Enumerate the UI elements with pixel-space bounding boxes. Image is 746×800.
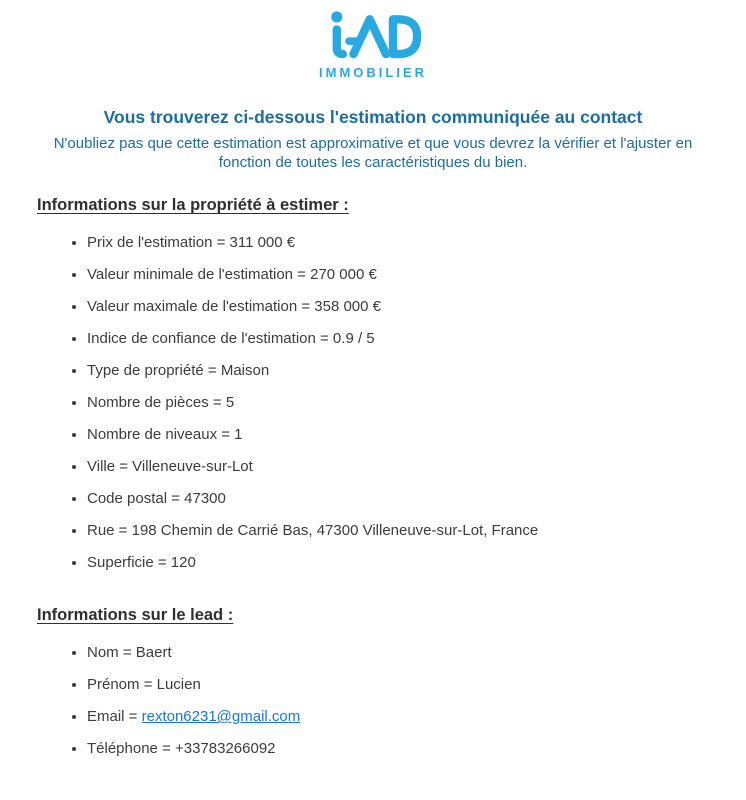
- list-item: • Type de propriété = Maison: [87, 361, 746, 380]
- list-item: • Prix de l'estimation = 311 000 €: [87, 233, 746, 252]
- list-item: • Code postal = 47300: [87, 489, 746, 508]
- email-link[interactable]: rexton6231@gmail.com: [141, 708, 301, 725]
- intro-subtitle: N'oubliez pas que cette estimation est approximative et que vous devrez la vérifier et l'ajuster en fonction de toutes les caractéristiques du bien.: [53, 135, 693, 171]
- logo-subtext: IMMOBILIER: [319, 65, 427, 80]
- property-info-list: [0, 233, 746, 572]
- list-item: • Ville = Villeneuve-sur-Lot: [87, 457, 746, 476]
- list-item: • Nom = Baert: [87, 643, 746, 662]
- list-item: [87, 707, 746, 726]
- lead-info-list: [0, 643, 746, 758]
- email-label: Email =: [87, 708, 142, 725]
- list-item: • Prénom = Lucien: [87, 675, 746, 694]
- list-item: • Nombre de pièces = 5: [87, 393, 746, 412]
- page-title: Vous trouverez ci-dessous l'estimation communiquée au contact: [103, 107, 643, 127]
- list-item: • Rue = 198 Chemin de Carrié Bas, 47300 Villeneuve-sur-Lot, France: [87, 521, 746, 540]
- list-item: • Nombre de niveaux = 1: [87, 425, 746, 444]
- list-item: • Téléphone = +33783266092: [87, 739, 746, 758]
- property-section-heading: Informations sur la propriété à estimer :: [37, 196, 349, 214]
- lead-section-heading: Informations sur le lead :: [37, 606, 234, 624]
- header: [0, 0, 746, 80]
- list-item: • Valeur maximale de l'estimation = 358 000 €: [87, 297, 746, 316]
- iad-logo-icon: [324, 10, 422, 62]
- list-item: • Superficie = 120: [87, 553, 746, 572]
- list-item: • Valeur minimale de l'estimation = 270 000 €: [87, 265, 746, 284]
- list-item: • Indice de confiance de l'estimation = 0.9 / 5: [87, 329, 746, 348]
